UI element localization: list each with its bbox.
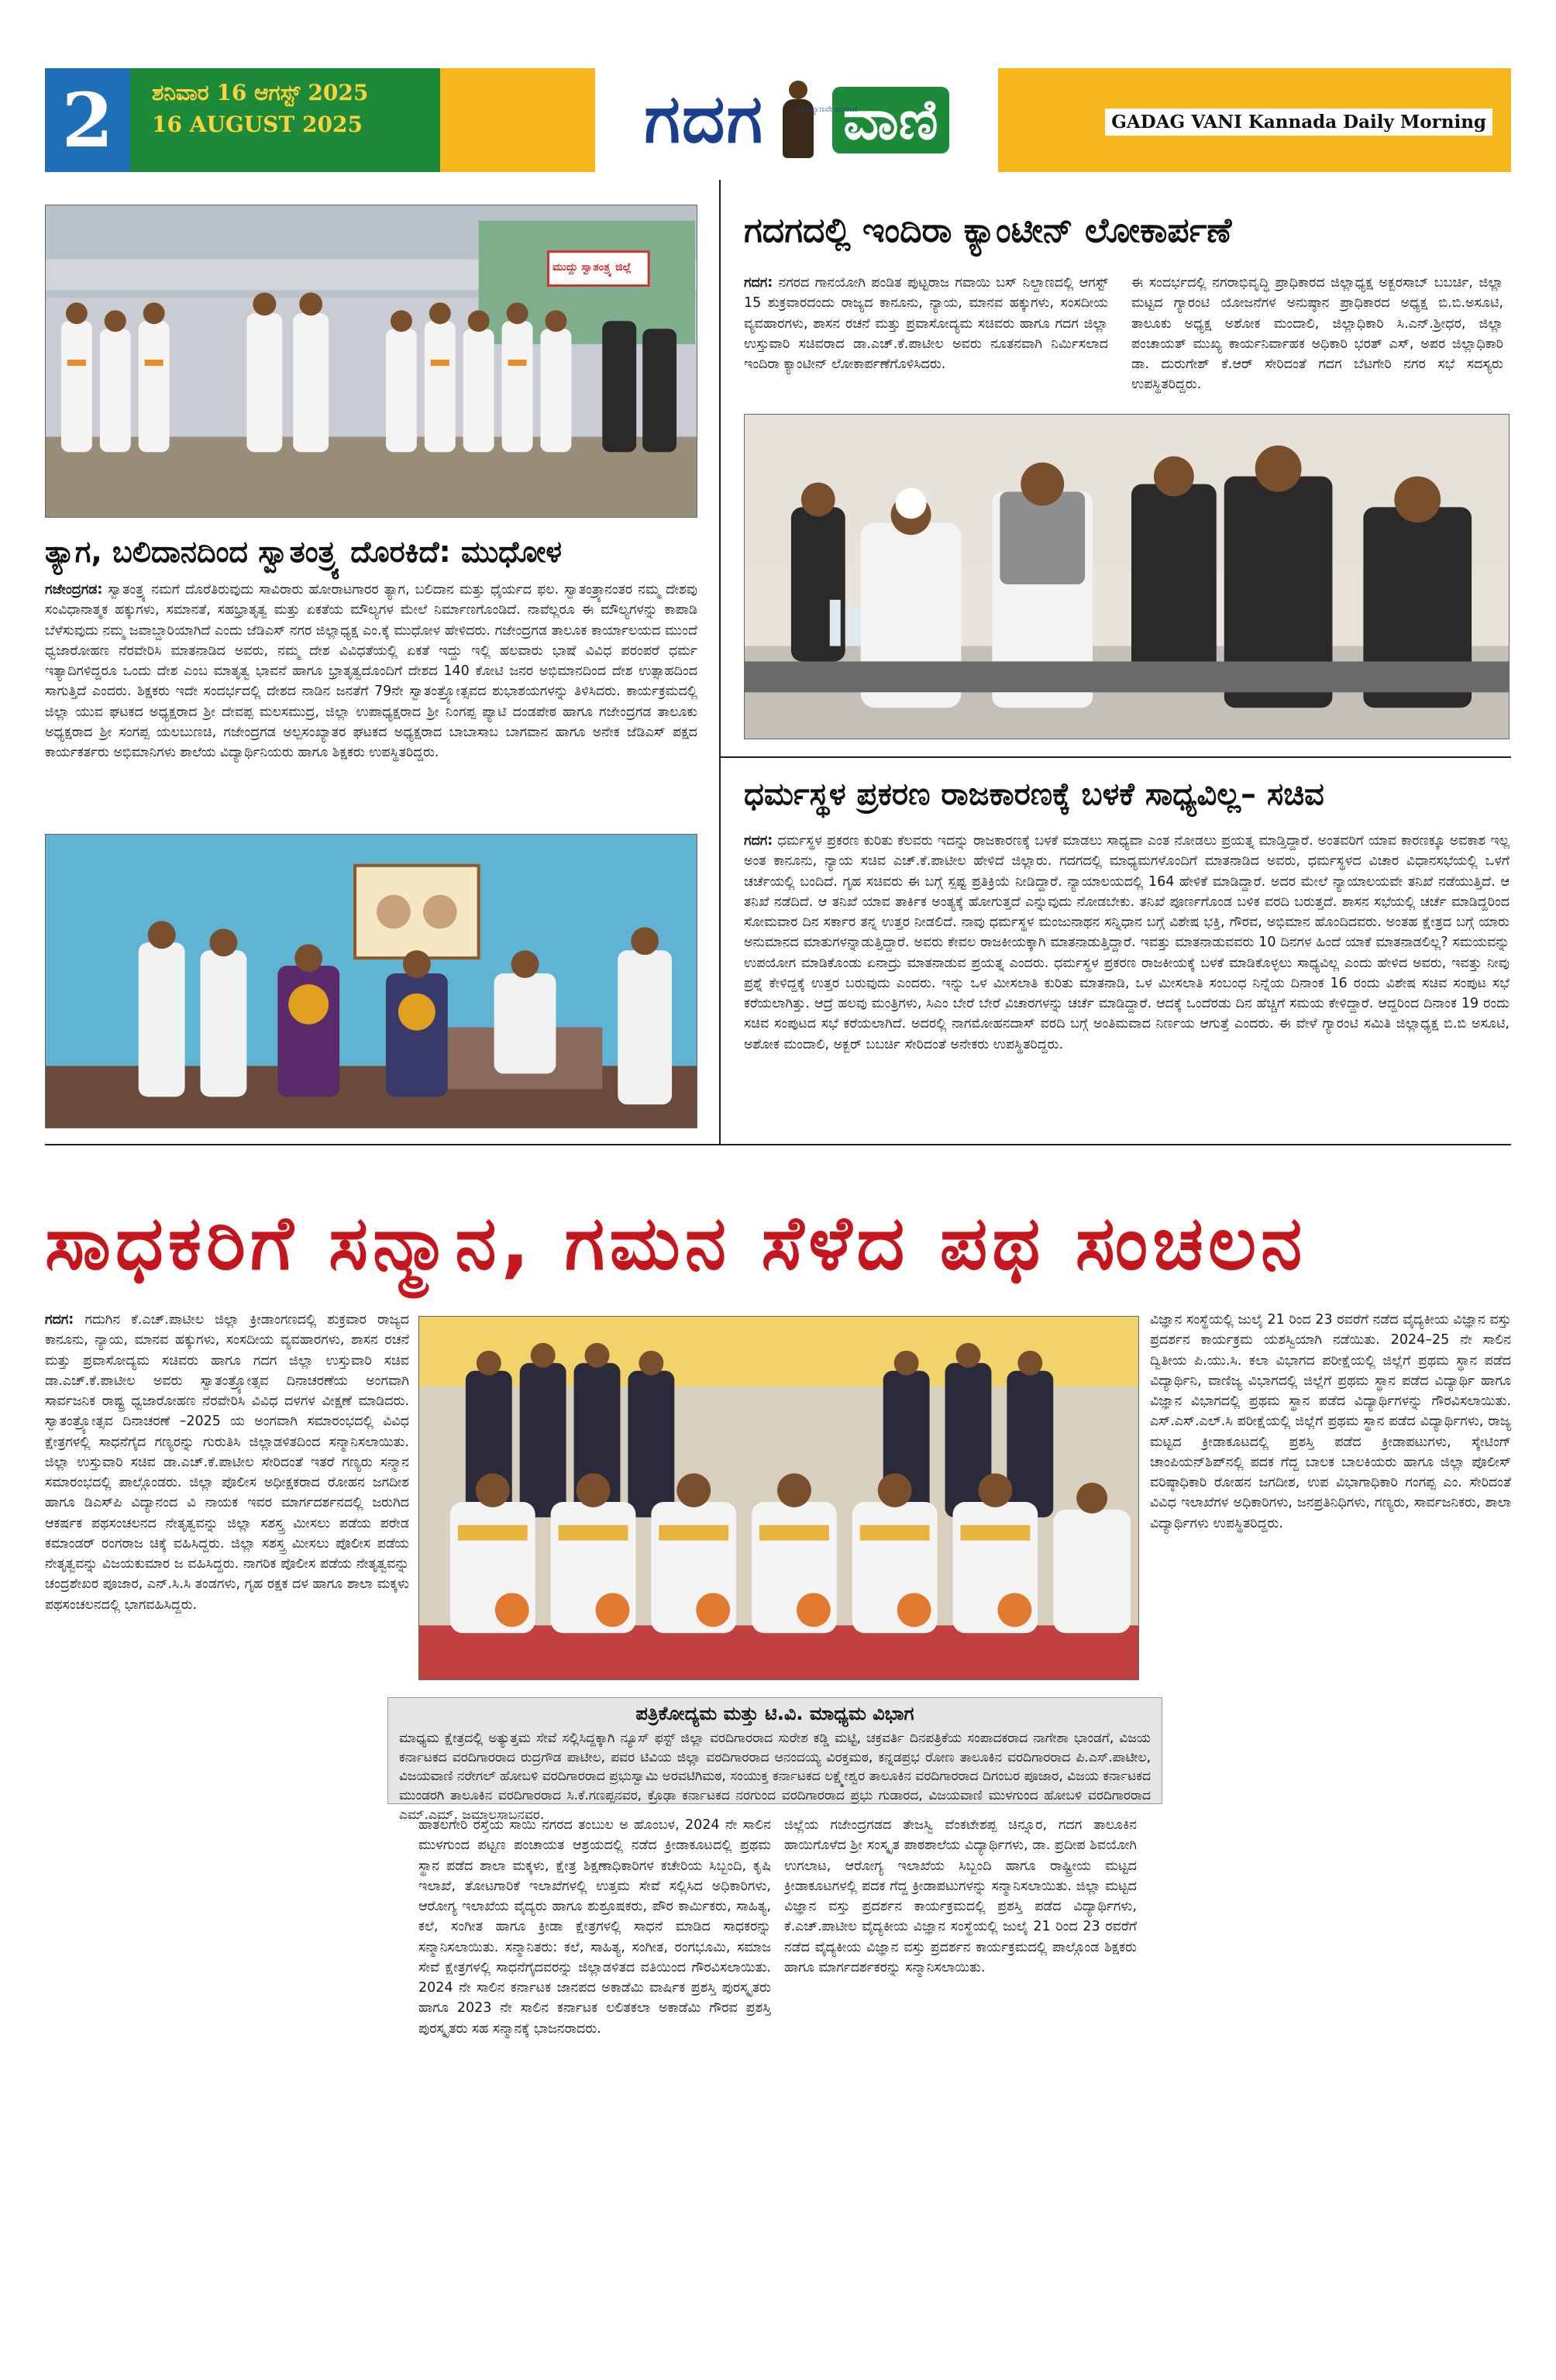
date-block: [130, 68, 440, 172]
story-body-text: ಗದುಗಿನ ಕೆ.ಎಚ್.ಪಾಟೀಲ ಜಿಲ್ಲಾ ಕ್ರೀಡಾಂಗಣದಲ್ಲಿ ಶುಕ್ರವಾರ ರಾಜ್ಯದ ಕಾನೂನು, ನ್ಯಾಯ, ಮಾನವ ಹಕ್ಕುಗಳು, ಸಂಸದೀಯ ವ್ಯವಹಾರಗಳು, ಶಾಸನ ರಚನೆ ಮತ್ತು ಪ್ರವಾಸೋದ್ಯಮ ಸಚಿವರು ಹಾಗೂ ಗದಗ ಜಿಲ್ಲಾ ಉಸ್ತುವಾರಿ ಸಚಿವ ಡಾ.ಎಚ್.ಕೆ.ಪಾಟೀಲ ಅವರು ಸ್ವಾತಂತ್ರ್ಯೋತ್ಸವ ದಿನಾಚರಣೆಯ ಅಂಗವಾಗಿ ಸಾರ್ವಜನಿಕ ರಾಷ್ಟ್ರ ಧ್ವಜಾರೋಹಣ ನೆರವೇರಿಸಿ ವಿವಿಧ ದಳಗಳ ವೀಕ್ಷಣೆ ಮಾಡಿದರು. ಸ್ವಾತಂತ್ರ್ಯೋತ್ಸವ ದಿನಾಚರಣೆ –2025 ಯ ಅಂಗವಾಗಿ ಸಮಾರಂಭದಲ್ಲಿ ವಿವಿಧ ಕ್ಷೇತ್ರಗಳಲ್ಲಿ ಸಾಧನೆಗೈದ ಗಣ್ಯರನ್ನು ಗುರುತಿಸಿ ಜಿಲ್ಲಾಡಳಿತದಿಂದ ಸನ್ಮಾನಿಸಲಾಯಿತು. ಜಿಲ್ಲಾ ಉಸ್ತುವಾರಿ ಸಚಿವ ಡಾ.ಎಚ್.ಕೆ.ಪಾಟೀಲ ಸೇರಿದಂತೆ ಇತರೆ ಗಣ್ಯರು ಸನ್ಮಾನ ಸಮಾರಂಭದಲ್ಲಿ ಪಾಲ್ಗೊಂಡರು. ಜಿಲ್ಲಾ ಪೊಲೀಸ ಅಧೀಕ್ಷಕರಾದ ರೋಹನ ಜಗದೀಶ ಹಾಗೂ ಡಿಎಸ್‌ಪಿ ವಿದ್ಯಾನಂದ ವಿ ನಾಯಕ ಇವರ ಮಾರ್ಗದರ್ಶನದಲ್ಲಿ ಜರುಗಿದ ಆಕರ್ಷಕ ಪಥಸಂಚಲನದ ನೇತೃತ್ವವನ್ನು ಜಿಲ್ಲಾ ಸಶಸ್ತ್ರ ಮೀಸಲು ಪಡೆಯ ಪರೇಡ ಕಮಾಂಡರ್ ರಂಗರಾಜ ಚಿಕ್ಕೆ ವಹಿಸಿದ್ದರು. ಜಿಲ್ಲಾ ಸಶಸ್ತ್ರ ಮೀಸಲು ಪೊಲೀಸ ಪಡೆಯ ನೇತೃತ್ವವನ್ನು ವಿಜಯಕುಮಾರ ಜ ವಹಿಸಿದ್ದರು. ನಾಗರಿಕ ಪೊಲೀಸ ಪಡೆಯ ನೇತೃತ್ವವನ್ನು ಚಂದ್ರಶೇಖರ ಪೂಜಾರ, ಎನ್.ಸಿ.ಸಿ ತಂಡಗಳು, ಗೃಹ ರಕ್ಷಕ ದಳ ಹಾಗೂ ಶಾಲಾ ಮಕ್ಕಳು ಪಥಸಂಚಲನದಲ್ಲಿ ಭಾಗವಹಿಸಿದ್ದರು.: [45, 1312, 409, 1613]
story-body-text: ಸ್ವಾತಂತ್ರ್ಯ ನಮಗೆ ದೊರೆತಿರುವುದು ಸಾವಿರಾರು ಹೋರಾಟಗಾರರ ತ್ಯಾಗ, ಬಲಿದಾನ ಮತ್ತು ಧೈರ್ಯದ ಫಲ. ಸ್ವಾತಂತ್ರ್ಯಾನಂತರ ನಮ್ಮ ದೇಶವು ಸಂವಿಧಾನಾತ್ಮಕ ಹಕ್ಕುಗಳು, ಸಮಾನತೆ, ಸಹಭ್ರಾತೃತ್ವ ಮತ್ತು ಏಕತೆಯ ಮೌಲ್ಯಗಳ ಮೇಲೆ ನಿರ್ಮಾಣಗೊಂಡಿದೆ. ನಾವೆಲ್ಲರೂ ಈ ಮೌಲ್ಯಗಳನ್ನು ಕಾಪಾಡಿ ಬೆಳೆಸುವುದು ನಮ್ಮ ಜವಾಬ್ದಾರಿಯಾಗಿದೆ ಎಂದು ಜೆಡಿಎಸ್ ನಗರ ಜಿಲ್ಲಾಧ್ಯಕ್ಷ ಎಂ.ಕ್ಕೆ ಮುಧೋಳ ಹೇಳಿದರು. ಗಜೇಂದ್ರಗಡ ತಾಲೂಕ ಕಾರ್ಯಾಲಯದ ಮುಂದೆ ಧ್ವಜಾರೋಹಣ ನೆರವೇರಿಸಿ ಮಾತನಾಡಿದ ಅವರು, ನಮ್ಮ ದೇಶ ವಿವಿಧತೆಯಲ್ಲಿ ಏಕತೆ ಇದ್ದು ಇಲ್ಲಿ ಹಲವಾರು ಭಾಷೆ ವಿವಿಧ ಪರಂಪರೆ ಧರ್ಮ ಇತ್ಯಾದಿಗಳಿದ್ದರೂ ಒಂದು ದೇಶ ಎಂಬ ಮಾತೃತ್ವ ಭಾವನೆ ಹಾಗೂ ಭ್ರಾತೃತ್ವದೊಂದಿಗೆ ದೇಶದ 140 ಕೋಟಿ ಜನರ ಅಭಿಮಾನದಿಂದ ದೇಶ ಉತ್ಸಾಹದಿಂದ ಸಾಗುತ್ತಿದೆ ಎಂದರು. ಶಿಕ್ಷಕರು ಇದೇ ಸಂದರ್ಭದಲ್ಲಿ ದೇಶದ ನಾಡಿನ ಜನತೆಗೆ 79ನೇ ಸ್ವಾತಂತ್ರ್ಯೋತ್ಸವದ ಶುಭಾಶಯಗಳನ್ನು ತಿಳಿಸಿದರು. ಕಾರ್ಯಕ್ರಮದಲ್ಲಿ ಜಿಲ್ಲಾ ಯುವ ಘಟಕದ ಅಧ್ಯಕ್ಷರಾದ ಶ್ರೀ ದೇವಪ್ಪ ಮಲಸಮುದ್ರ, ಜಿಲ್ಲಾ ಉಪಾಧ್ಯಕ್ಷರಾದ ಶ್ರೀ ನಿಂಗಪ್ಪ ಪ್ಯಾಟಿ ದಂಡಪೇಠ ಹಾಗೂ ಗಜೇಂದ್ರಗಡ ತಾಲೂಕು ಅಧ್ಯಕ್ಷರಾದ ಶ್ರೀ ಸಂಗಪ್ಪ ಯಲಬುಣಚಿ, ಗಜೇಂದ್ರಗಡ ಅಲ್ಪಸಂಖ್ಯಾತರ ಘಟಕದ ಅಧ್ಯಕ್ಷರಾದ ಬಾಬಾಸಾಬ ಬಾಗವಾನ ಹಾಗೂ ಅನೇಕ ಜೆಡಿಎಸ್ ಪಕ್ಷದ ಕಾರ್ಯಕರ್ತರು ಅಭಿಮಾನಿಗಳು ಶಾಲೆಯ ವಿದ್ಯಾರ್ಥಿನಿಯರು ಹಾಗೂ ಶಿಕ್ಷಕರು ಉಪಸ್ಥಿತರಿದ್ದರು.: [45, 582, 697, 760]
story-dateline: ಗದಗ:: [744, 833, 773, 849]
story-headline: ತ್ಯಾಗ, ಬಲಿದಾನದಿಂದ ಸ್ವಾತಂತ್ರ್ಯ ದೊರಕಿದೆ: ಮುಧೋಳ: [45, 535, 563, 569]
page-number: 2: [45, 68, 130, 172]
main-story-column-4: [1150, 1310, 1511, 2345]
story-body-text: ಈ ಸಂದರ್ಭದಲ್ಲಿ ನಗರಾಭಿವೃದ್ಧಿ ಪ್ರಾಧಿಕಾರದ ಜಿಲ್ಲಾಧ್ಯಕ್ಷ ಅಕ್ಬರಸಾಬ್ ಬಬರ್ಚಿ, ಜಿಲ್ಲಾ ಮಟ್ಟದ ಗ್ಯಾರಂಟಿ ಯೋಜನೆಗಳ ಅನುಷ್ಠಾನ ಪ್ರಾಧಿಕಾರದ ಅಧ್ಯಕ್ಷ ಬಿ.ಬಿ.ಅಸೂಟಿ, ತಾಲೂಕು ಅಧ್ಯಕ್ಷ ಅಶೋಕ ಮಂದಾಲಿ, ಜಿಲ್ಲಾಧಿಕಾರಿ ಸಿ.ಎನ್.ಶ್ರೀಧರ, ಜಿಲ್ಲಾ ಪಂಚಾಯತ್ ಮುಖ್ಯ ಕಾರ್ಯನಿರ್ವಾಹಕ ಅಧಿಕಾರಿ ಭರತ್ ಎಸ್, ಅಪರ ಜಿಲ್ಲಾಧಿಕಾರಿ ಡಾ. ದುರುಗೇಶ್ ಕೆ.ಆರ್ ಸೇರಿದಂತೆ ಗದಗ ಬೆಟಗೇರಿ ನಗರ ಸಭೆ ಸದಸ್ಯರು ಉಪಸ್ಥಿತರಿದ್ದರು.: [1131, 275, 1503, 393]
newspaper-logo: [595, 68, 998, 172]
story-dateline: ಗದಗ:: [45, 1312, 74, 1328]
story-body-text: ಜಿಲ್ಲೆಯ ಗಜೇಂದ್ರಗಡದ ತೇಜಸ್ವಿ ವೆಂಕಟೇಶಪ್ಪ ಚಿನ್ನೂರ, ಗದಗ ತಾಲೂಕಿನ ಹಾಯಿಗೊಳೆದ ಶ್ರೀ ಸಂಸ್ಕೃತ ಪಾಠಶಾಲೆಯ ವಿದ್ಯಾರ್ಥಿಗಳು, ಡಾ. ಪ್ರದೀಪ ಶಿವಯೋಗಿ ಉಗಲಾಟ, ಆರೋಗ್ಯ ಇಲಾಖೆಯ ಸಿಬ್ಬಂದಿ ಹಾಗೂ ರಾಷ್ಟ್ರೀಯ ಮಟ್ಟದ ಕ್ರೀಡಾಕೂಟಗಳಲ್ಲಿ ಪದಕ ಗೆದ್ದ ಕ್ರೀಡಾಪಟುಗಳನ್ನು ಸನ್ಮಾನಿಸಲಾಯಿತು. ಜಿಲ್ಲಾ ಮಟ್ಟದ ವಿಜ್ಞಾನ ವಸ್ತು ಪ್ರದರ್ಶನ ಕಾರ್ಯಕ್ರಮದಲ್ಲಿ ಪ್ರಶಸ್ತಿ ಪಡೆದ ವಿದ್ಯಾರ್ಥಿಗಳು, ಕೆ.ಎಚ್.ಪಾಟೀಲ ವೈದ್ಯಕೀಯ ವಿಜ್ಞಾನ ಸಂಸ್ಥೆಯಲ್ಲಿ ಜುಲೈ 21 ರಿಂದ 23 ರವರೆಗೆ ನಡೆದ ವೈದ್ಯಕೀಯ ವಿಜ್ಞಾನ ವಸ್ತು ಪ್ರದರ್ಶನ ಕಾರ್ಯಕ್ರಮದಲ್ಲಿ ಪಾಲ್ಗೊಂಡ ಶಿಕ್ಷಕರು ಹಾಗೂ ಮಾರ್ಗದರ್ಶಕರನ್ನು ಸನ್ಮಾನಿಸಲಾಯಿತು.: [784, 1817, 1137, 1975]
column-divider: [719, 180, 721, 1144]
photo-scene: [46, 205, 697, 517]
story-body-text: ಧರ್ಮಸ್ಥಳ ಪ್ರಕರಣ ಕುರಿತು ಕೆಲವರು ಇದನ್ನು ರಾಜಕಾರಣಕ್ಕೆ ಬಳಕೆ ಮಾಡಲು ಸಾಧ್ಯವಾ ಎಂತ ನೋಡಲು ಪ್ರಯತ್ನ ಮಾಡ್ತಿದ್ದಾರೆ. ಅಂತವರಿಗೆ ಯಾವ ಕಾರಣಕ್ಕೂ ಅವಕಾಶ ಇಲ್ಲ ಅಂತ ಕಾನೂನು, ನ್ಯಾಯ ಸಚಿವ ಎಚ್.ಕೆ.ಪಾಟೀಲ ಹೇಳಿದೆ ಜಿಲ್ಲಾರು. ಗದಗದಲ್ಲಿ ಮಾಧ್ಯಮಗಳೊಂದಿಗೆ ಮಾತನಾಡಿದ ಅವರು, ಧರ್ಮಸ್ಥಳದ ವಿಚಾರ ವಿಧಾನಸಭೆಯಲ್ಲಿ ಒಳಗೆ ಚರ್ಚೆಯಲ್ಲಿ ಬಂದಿದೆ. ಗೃಹ ಸಚಿವರು ಈ ಬಗ್ಗೆ ಸ್ಪಷ್ಟ ಪ್ರತಿಕ್ರಿಯೆ ನೀಡಿದ್ದಾರೆ. ನ್ಯಾಯಾಲಯದಲ್ಲಿ 164 ಹೇಳಿಕೆ ಮಾಡಿದ್ದಾರೆ. ಅದರ ಮೇಲೆ ನ್ಯಾಯಾಲಯವೇ ತನಿಖೆ ನಡೆಯುತ್ತಿದೆ. ಆ ತನಿಖೆ ನಡೆದಿದೆ. ಆ ತನಿಖೆ ಯಾವ ತಾರ್ಕಿಕ ಅಂತ್ಯಕ್ಕೆ ಹೋಗುತ್ತದೆ ಎನ್ನುವುದು ನೋಡಬೇಕು. ತನಿಖೆ ಪೂರ್ಣಗೊಂಡ ಬಳಿಕ ವರದಿ ಬರುತ್ತದೆ. ಶಾಸನ ಸಭೆಯಲ್ಲಿ ಚರ್ಚೆ ಮಾಡಿದ್ದರಿಂದ ಸೋಮವಾರ ದಿನ ಸರ್ಕಾರ ತನ್ನ ಉತ್ತರ ನೀಡಲಿದೆ. ನಾವು ಧರ್ಮಸ್ಥಳ ಮಂಜುನಾಥನ ಸನ್ನಿಧಾನ ಬಗ್ಗೆ ವಿಶೇಷ ಭಕ್ತಿ, ಗೌರವ, ಅಭಿಮಾನ ಹೊಂದಿದವರು. ಅಂತಹ ಕ್ಷೇತ್ರದ ಬಗ್ಗೆ ಯಾರು ಅನುಮಾನದ ಮಾತುಗಳನ್ನಾಡುತ್ತಿದ್ದಾರೆ. ಅವರು ಕೇವಲ ರಾಜಕೀಯಕ್ಕಾಗಿ ಮಾತನಾಡುತ್ತಿದ್ದಾರೆ. ಇವತ್ತು ಮಾತನಾಡುವವರು 10 ದಿನಗಳ ಹಿಂದೆ ಯಾಕೆ ಮಾತನಾಡಲಿಲ್ಲ? ಸಮಯವನ್ನು ಉಪಯೋಗ ಮಾಡಿಕೊಂಡು ಏನಾದ್ರು ಮಾತನಾಡುವ ಪ್ರಯತ್ನ ಎಂದರು. ಧರ್ಮಸ್ಥಳ ಪ್ರಕರಣ ರಾಜಕೀಯಕ್ಕೆ ಬಳಕೆ ಮಾಡಿಕೊಳ್ಳಲು ಸಾಧ್ಯವಿಲ್ಲ ಎಂದು ಹೇಳಿದ ಅವರು, ಇವತ್ತು ನೀವು ಪ್ರಶ್ನೆ ಕೇಳಿದ್ದಕ್ಕೆ ಉತ್ತರ ಬರುವುದು ಎಂದರು. ಇನ್ನು ಒಳ ಮೀಸಲಾತಿ ಕುರಿತು ಮಾತನಾಡಿ, ಒಳ ಮೀಸಲಾತಿ ಸಂಬಂಧ ನಿನ್ನೆಯ ದಿನಾಂಕ 16 ರಂದು ವಿಶೇಷ ಸಚಿವ ಸಂಪುಟ ಸಭೆ ಕರೆಯಲಾಗಿತ್ತು. ಆದ್ರೆ ಹಲವು ಮಂತ್ರಿಗಳು, ಸಿಎಂ ಬೇರೆ ಬೇರೆ ವಿಚಾರಗಳನ್ನು ಚರ್ಚೆ ಮಾಡಿದ್ದಾರೆ. ಆದಕ್ಕೆ ಒಂದೆರಡು ದಿನ ಹೆಚ್ಚಿಗೆ ಸಮಯ ಕೇಳಿದ್ದಾರೆ. ಆದ್ದರಿಂದ ದಿನಾಂಕ 19 ರಂದು ಸಚಿವ ಸಂಪುಟದ ಸಭೆ ಕರೆಯಲಾಗಿದೆ. ಅದರಲ್ಲಿ ನಾಗಮೋಹನದಾಸ್ ವರದಿ ಬಗ್ಗೆ ಅಂತಿಮವಾದ ನಿರ್ಣಯ ಆಗುತ್ತೆ ಎಂದರು. ಈ ವೇಳೆ ಗ್ಯಾರಂಟಿ ಸಮಿತಿ ಜಿಲ್ಲಾಧ್ಯಕ್ಷ ಬಿ.ಬಿ ಅಸೂಟಿ, ಅಶೋಕ ಮಂದಾಲಿ, ಅಕ್ಬರ್ ಬಬರ್ಚಿ ಸೇರಿದಂತೆ ಅನೇಕರು ಉಪಸ್ಥಿತರಿದ್ದರು.: [744, 833, 1510, 1052]
date-kannada: ಶನಿವಾರ 16 ಆಗಸ್ಟ್ 2025: [152, 80, 369, 105]
masthead-stripe-right: [998, 68, 1511, 172]
masthead-stripe-left: [440, 68, 595, 172]
photo-banner-text: ಮುದ್ದು ಸ್ವಾತಂತ್ರ್ಯ ಜಿಲ್ಲೆ: [553, 261, 632, 274]
story-dateline: ಗಜೇಂದ್ರಗಡ:: [45, 582, 103, 598]
story-dateline: ಗದಗ:: [744, 275, 773, 291]
indira-canteen-photo: [744, 414, 1510, 739]
story-body-text: ಹಾತಲಗೇರಿ ರಸ್ತೆಯ ಸಾಯಿ ನಗರದ ತಂಬುಲ ಅ ಹೊಂಬಳ, 2024 ನೇ ಸಾಲಿನ ಮುಳಗುಂದ ಪಟ್ಟಣ ಪಂಚಾಯತ ಆಶ್ರಯದಲ್ಲಿ ನಡೆದ ಕ್ರೀಡಾಕೂಟದಲ್ಲಿ ಪ್ರಥಮ ಸ್ಥಾನ ಪಡೆದ ಶಾಲಾ ಮಕ್ಕಳು, ಕ್ಷೇತ್ರ ಶಿಕ್ಷಣಾಧಿಕಾರಿಗಳ ಕಚೇರಿಯ ಸಿಬ್ಬಂದಿ, ಕೃಷಿ ಇಲಾಖೆ, ತೋಟಗಾರಿಕೆ ಇಲಾಖೆಗಳಲ್ಲಿ ಉತ್ತಮ ಸೇವೆ ಸಲ್ಲಿಸಿದ ಅಧಿಕಾರಿಗಳು, ಆರೋಗ್ಯ ಇಲಾಖೆಯ ವೈದ್ಯರು ಹಾಗೂ ಶುಶ್ರೂಷಕರು, ಪೌರ ಕಾರ್ಮಿಕರು, ಸಾಹಿತ್ಯ, ಕಲೆ, ಸಂಗೀತ ಹಾಗೂ ಕ್ರೀಡಾ ಕ್ಷೇತ್ರಗಳಲ್ಲಿ ಸಾಧನೆ ಮಾಡಿದ ಸಾಧಕರನ್ನು ಸನ್ಮಾನಿಸಲಾಯಿತು. ಸನ್ಮಾನಿತರು: ಕಲೆ, ಸಾಹಿತ್ಯ, ಸಂಗೀತ, ರಂಗಭೂಮಿ, ಸಮಾಜ ಸೇವೆ ಕ್ಷೇತ್ರಗಳಲ್ಲಿ ಸಾಧನೆಗೈದವರನ್ನು ಜಿಲ್ಲಾಡಳಿತದ ವತಿಯಿಂದ ಗೌರವಿಸಲಾಯಿತು. 2024 ನೇ ಸಾಲಿನ ಕರ್ನಾಟಕ ಜಾನಪದ ಅಕಾಡೆಮಿ ವಾರ್ಷಿಕ ಪ್ರಶಸ್ತಿ ಪುರಸ್ಕೃತರು ಹಾಗೂ 2023 ನೇ ಸಾಲಿನ ಕರ್ನಾಟಕ ಲಲಿತಕಲಾ ಅಕಾಡೆಮಿ ಗೌರವ ಪ್ರಶಸ್ತಿ ಪುರಸ್ಕೃತರು ಸಹ ಸನ್ಮಾನಕ್ಕೆ ಭಾಜನರಾದರು.: [418, 1817, 771, 2037]
caption-heading: ಪತ್ರಿಕೋದ್ಯಮ ಮತ್ತು ಟಿ.ವಿ. ಮಾಧ್ಯಮ ವಿಭಾಗ: [635, 1703, 914, 1724]
felicitation-stage-photo: [418, 1316, 1139, 1680]
photo-scene: [419, 1317, 1138, 1679]
story-headline: ಗದಗದಲ್ಲಿ ಇಂದಿರಾ ಕ್ಯಾಂಟೀನ್ ಲೋಕಾರ್ಪಣೆ: [744, 211, 1232, 250]
section-divider: [721, 756, 1511, 758]
students-flag-hoisting-photo: [45, 205, 697, 518]
main-headline: ಸಾಧಕರಿಗೆ ಸನ್ಮಾನ, ಗಮನ ಸೆಳೆದ ಪಥ ಸಂಚಲನ: [45, 1200, 1307, 1286]
story-body-text: ನಗರದ ಗಾನಯೋಗಿ ಪಂಡಿತ ಪುಟ್ಟರಾಜ ಗವಾಯಿ ಬಸ್ ನಿಲ್ದಾಣದಲ್ಲಿ ಆಗಸ್ಟ್ 15 ಶುಕ್ರವಾರದಂದು ರಾಜ್ಯದ ಕಾನೂನು, ನ್ಯಾಯ, ಮಾನವ ಹಕ್ಕುಗಳು, ಸಂಸದೀಯ ವ್ಯವಹಾರಗಳು, ಶಾಸನ ರಚನೆ ಮತ್ತು ಪ್ರವಾಸೋದ್ಯಮ ಸಚಿವರು ಹಾಗೂ ಗದಗ ಜಿಲ್ಲಾ ಉಸ್ತುವಾರಿ ಸಚಿವರಾದ ಡಾ.ಎಚ್.ಕೆ.ಪಾಟೀಲ ಅವರು ನೂತನವಾಗಿ ನಿರ್ಮಿಸಲಾದ ಇಂದಿರಾ ಕ್ಯಾಂಟೀನ್ ಲೋಕಾರ್ಪಣೆಗೊಳಿಸಿದರು.: [744, 275, 1108, 372]
caption-box: [387, 1697, 1162, 1823]
story-body-column-2: [1131, 273, 1503, 397]
main-story-column-3: [784, 1815, 1137, 2345]
logo-tagline: ಜನ ಕಲ್ಯಾಣವೇ ಜನವಾಣಿ: [795, 105, 858, 114]
masthead: [45, 68, 1511, 172]
logo-text-gadaga: ಗದಗ: [644, 81, 764, 158]
main-story-column-2: [418, 1815, 771, 2345]
felicitation-home-photo: [45, 834, 697, 1128]
story-headline: ಧರ್ಮಸ್ಥಳ ಪ್ರಕರಣ ರಾಜಕಾರಣಕ್ಕೆ ಬಳಕೆ ಸಾಧ್ಯವಿಲ್ಲ– ಸಚಿವ: [744, 777, 1324, 812]
story-body: [744, 831, 1510, 1136]
newspaper-tagline: GADAG VANI Kannada Daily Morning: [1105, 108, 1492, 136]
photo-scene: [745, 415, 1509, 739]
story-body-column-1: [744, 273, 1108, 397]
statue-figure-icon: [775, 77, 821, 163]
story-body-text: ವಿಜ್ಞಾನ ಸಂಸ್ಥೆಯಲ್ಲಿ ಜುಲೈ 21 ರಿಂದ 23 ರವರೆಗೆ ನಡೆದ ವೈದ್ಯಕೀಯ ವಿಜ್ಞಾನ ವಸ್ತು ಪ್ರದರ್ಶನ ಕಾರ್ಯಕ್ರಮ ಯಶಸ್ವಿಯಾಗಿ ನಡೆಯಿತು. 2024–25 ನೇ ಸಾಲಿನ ದ್ವಿತೀಯ ಪಿ.ಯು.ಸಿ. ಕಲಾ ವಿಭಾಗದ ಪರೀಕ್ಷೆಯಲ್ಲಿ ಜಿಲ್ಲೆಗೆ ಪ್ರಥಮ ಸ್ಥಾನ ಪಡೆದ ವಿದ್ಯಾರ್ಥಿನಿ, ವಾಣಿಜ್ಯ ವಿಭಾಗದಲ್ಲಿ ಜಿಲ್ಲೆಗೆ ಪ್ರಥಮ ಸ್ಥಾನ ಪಡೆದ ವಿದ್ಯಾರ್ಥಿ ಹಾಗೂ ವಿಜ್ಞಾನ ವಿಭಾಗದಲ್ಲಿ ಪ್ರಥಮ ಸ್ಥಾನ ಪಡೆದ ವಿದ್ಯಾರ್ಥಿಗಳನ್ನು ಗೌರವಿಸಲಾಯಿತು. ಎಸ್.ಎಸ್.ಎಲ್.ಸಿ ಪರೀಕ್ಷೆಯಲ್ಲಿ ಜಿಲ್ಲೆಗೆ ಪ್ರಥಮ ಸ್ಥಾನ ಪಡೆದ ವಿದ್ಯಾರ್ಥಿಗಳು, ರಾಜ್ಯ ಮಟ್ಟದ ಕ್ರೀಡಾಕೂಟದಲ್ಲಿ ಪ್ರಶಸ್ತಿ ಪಡೆದ ಕ್ರೀಡಾಪಟುಗಳು, ಸ್ಕೇಟಿಂಗ್ ಚಾಂಪಿಯನ್‌ಶಿಪ್‌ನಲ್ಲಿ ಪದಕ ಗೆದ್ದ ಬಾಲಕ ಬಾಲಕಿಯರು ಹಾಗೂ ಜಿಲ್ಲಾ ಪೊಲೀಸ್ ವರಿಷ್ಠಾಧಿಕಾರಿ ರೋಹನ ಜಗದೀಶ, ಉಪ ವಿಭಾಗಾಧಿಕಾರಿ ಗಂಗಪ್ಪ ಎಂ. ಸೇರಿದಂತೆ ವಿವಿಧ ಇಲಾಖೆಗಳ ಅಧಿಕಾರಿಗಳು, ಜನಪ್ರತಿನಿಧಿಗಳು, ಗಣ್ಯರು, ಸಾರ್ವಜನಿಕರು, ಶಾಲಾ ವಿದ್ಯಾರ್ಥಿಗಳು ಉಪಸ್ಥಿತರಿದ್ದರು.: [1150, 1312, 1511, 1531]
logo-text-vani: ವಾಣಿ: [832, 87, 949, 153]
main-story-column-1: [45, 1310, 409, 2345]
photo-scene: [46, 835, 697, 1128]
caption-text: ಮಾಧ್ಯಮ ಕ್ಷೇತ್ರದಲ್ಲಿ ಅತ್ಯುತ್ತಮ ಸೇವೆ ಸಲ್ಲಿಸಿದ್ದಕ್ಕಾಗಿ ನ್ಯೂಸ್ ಫಸ್ಟ್ ಜಿಲ್ಲಾ ವರದಿಗಾರರಾದ ಸುರೇಶ ಕಡ್ಡಿ ಮಟ್ಟಿ, ಚಕ್ರವರ್ತಿ ದಿನಪತ್ರಿಕೆಯ ಸಂಪಾದಕರಾದ ನಾಗೇಶಾ ಭಾಂಡಗೆ, ವಿಜಯ ಕರ್ನಾಟಕದ ವರದಿಗಾರರಾದ ರುದ್ರಗೌಡ ಪಾಟೀಲ, ಪವರ ಟಿವಿಯ ಜಿಲ್ಲಾ ವರದಿಗಾರರಾದ ಆನಂದಯ್ಯ ವಿರಕ್ತಮಠ, ಕನ್ನಡಪ್ರಭ ರೋಣ ತಾಲೂಕಿನ ವರದಿಗಾರರಾದ ಪಿ.ಎಸ್.ಪಾಟೀಲ, ವಿಜಯವಾಣಿ ನರೇಗಲ್ ಹೋಬಳಿ ವರದಿಗಾರರಾದ ಪ್ರಭುಸ್ವಾಮಿ ಅರವಟಿಗಿಮಠ, ಸಂಯುಕ್ತ ಕರ್ನಾಟಕದ ಲಕ್ಷ್ಮೇಶ್ವರ ತಾಲೂಕಿನ ವರದಿಗಾರರಾದ ದಿಗಂಬರ ಪೂಜಾರ, ವಿಜಯ ಕರ್ನಾಟಕದ ಮುಂಡರಗಿ ತಾಲೂಕಿನ ವರದಿಗಾರರಾದ ಸಿ.ಕೆ.ಗಣಪ್ಪನವರ, ಕ್ರೊಢಾ ಕರ್ನಾಟಕದ ನರಗುಂದ ವರದಿಗಾರರಾದ ಪ್ರಭು ಗುಡಾರದ, ವಿಜಯವಾಣಿ ಮುಳಗುಂದ ಹೋಬಳಿ ವರದಿಗಾರರಾದ ಎಮ್.ಎಮ್. ಜಮಾಲಸಾಬನವರ.: [399, 1731, 1151, 1823]
section-divider: [45, 1144, 1511, 1145]
story-body: [45, 580, 697, 812]
date-english: 16 AUGUST 2025: [152, 111, 363, 137]
